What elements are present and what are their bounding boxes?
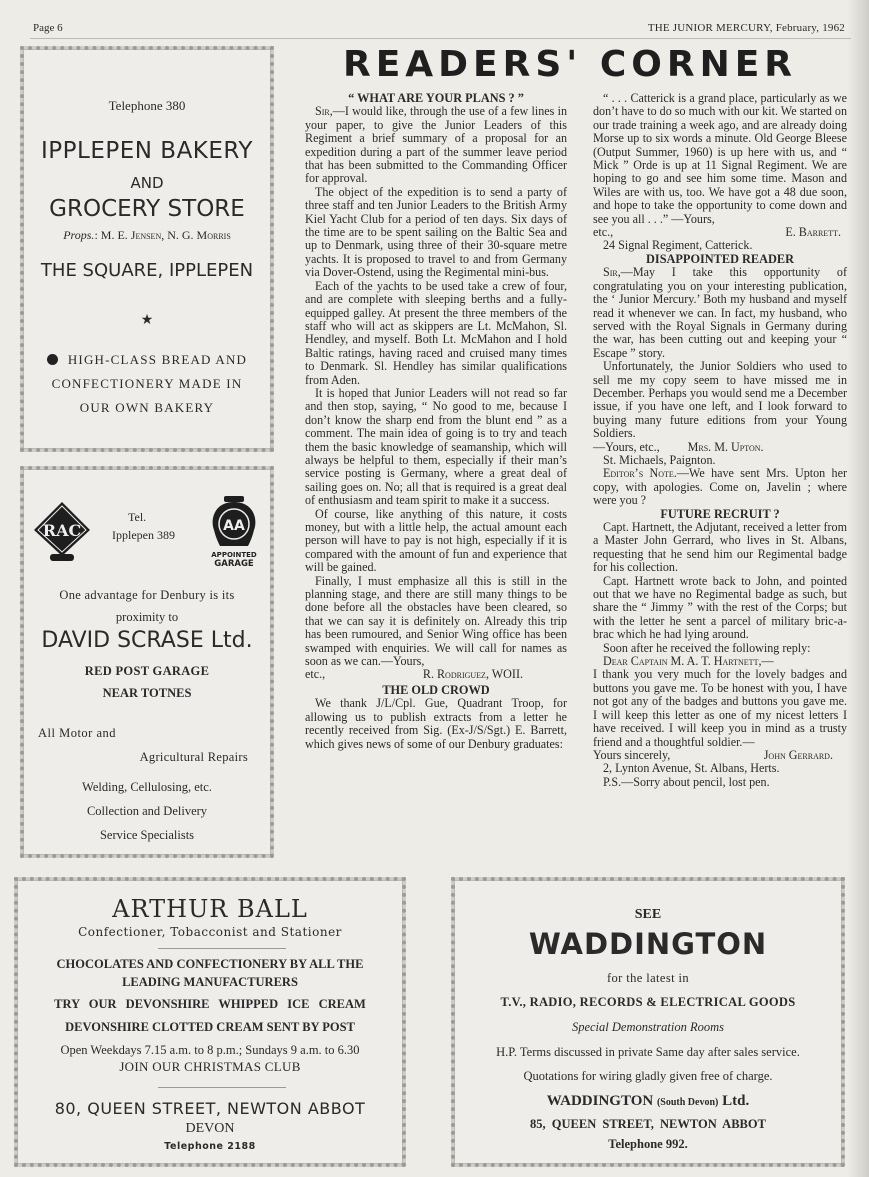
ab-line1 — [18, 955, 402, 991]
signature-name: E. Barrett. — [785, 225, 841, 240]
ad-props — [24, 228, 270, 243]
ab-line1a: CHOCOLATES AND CONFECTIONERY BY ALL THE — [56, 957, 364, 971]
ab-county: DEVON — [185, 1121, 235, 1136]
signature-etc: etc., — [593, 225, 614, 240]
wd-telephone: Telephone 992. — [608, 1137, 688, 1151]
tagline-1: HIGH-CLASS BREAD AND — [67, 352, 248, 367]
wd-company-suffix: Ltd. — [718, 1093, 750, 1109]
wd-company — [455, 1093, 841, 1110]
page-edge-shadow — [847, 0, 869, 1177]
scrase-motor: All Motor and — [38, 726, 117, 740]
ad-telephone: Telephone 380 — [108, 98, 186, 113]
article-column-right — [593, 92, 847, 789]
paragraph-text: —I would like, through the use of a few lines in your paper, to give the Junior Leaders of this Regiment a brief summary of a proposal for an expedition during a part of the summer leave period that has been submitted to the Commanding Officer for approval. — [305, 104, 567, 186]
tagline-2: CONFECTIONERY MADE IN — [51, 376, 243, 391]
article-heading: THE OLD CROWD — [382, 682, 490, 697]
scrase-tel-number: Ipplepen 389 — [112, 528, 175, 542]
ab-telephone: Telephone 2188 — [164, 1141, 256, 1152]
header-rule — [30, 38, 851, 39]
scrase-welding: Welding, Cellulosing, etc. — [82, 780, 212, 794]
signature-etc: etc., — [305, 667, 326, 682]
wd-company-region: (South Devon) — [656, 1097, 719, 1108]
editors-note-label: Editor’s Note. — [603, 466, 677, 481]
ab-name: ARTHUR BALL — [112, 895, 308, 923]
wd-company-main: WADDINGTON — [546, 1093, 657, 1109]
scrase-name: DAVID SCRASE Ltd. — [41, 628, 253, 653]
page-title: READERS' CORNER — [342, 44, 798, 85]
props-label: Props. — [63, 228, 95, 242]
aa-logo-icon — [206, 494, 262, 568]
signature — [593, 226, 847, 239]
article-paragraph: I thank you very much for the lovely badges and buttons you gave me. To be honest with you, I have not got any of the badges and buttons you gave me. I will keep this letter as one of my nicest letters I have received. I will keep you in mind as a trusty friend and a thoughtful soldier.— — [593, 667, 847, 749]
publication-line: THE JUNIOR MERCURY, February, 1962 — [647, 22, 845, 34]
article-paragraph: Unfortunately, the Junior Soldiers who used to sell me my copy seem to have missed me in December. Perhaps you would send me a December issue, if you have one left, and I look forward to buying many future editions from your Young Soldiers. — [593, 359, 847, 441]
ab-line3: TRY OUR DEVONSHIRE WHIPPED ICE CREAM — [54, 997, 366, 1011]
salutation-sir: Sir, — [603, 265, 621, 280]
article-paragraph: Finally, I must emphasize all this is still in the planning stage, and there are still many things to be done before all the obstacles have been cleared, so that we can say it is definitely on. Already this trip has been rumoured, and Senior Wing office has been swamped with enquiries. We will call for names as soon as we can.—Yours, — [305, 573, 567, 669]
article-address: St. Michaels, Paignton. — [603, 452, 716, 467]
article-paragraph: Capt. Hartnett, the Adjutant, received a letter from a Master John Gerrard, who lives in St. Albans, requesting that he send him our Regimental badge for his collection. — [593, 520, 847, 575]
signature — [593, 441, 847, 454]
aa-caption-1: APPOINTED — [211, 551, 257, 559]
bullet-icon — [47, 354, 58, 365]
aa-logo-text: AA — [223, 518, 245, 534]
star-icon: ★ — [140, 313, 154, 328]
paragraph-text: —May I take this opportunity of congratulating you on your interesting publication, the ‘ Junior Mercury.’ Both my husband and myself read it whenever we can. In fact, my husband, who served with the Royal Signals in Germany during the war, has been cutting out and keeping your “ Escape ” story. — [593, 265, 847, 360]
ab-club: JOIN OUR CHRISTMAS CLUB — [119, 1059, 301, 1074]
aa-caption-2: GARAGE — [214, 559, 254, 568]
article-address: 24 Signal Regiment, Catterick. — [603, 238, 753, 253]
article-paragraph: It is hoped that Junior Leaders will not read so far and then stop, saying, “ No good to me, because I don’t know the sharp end from the blunt end ” as a comment. The main idea of going is to try and teach them the basic knowledge of seamanship, which will always be helpful to them, especially if their man’s service posting is Germany, where a great deal of sailing goes on. No; all that is required is a great deal of enthusiasm and team spirit to make it a success. — [305, 385, 567, 508]
article-paragraph: The object of the expedition is to send a party of three staff and ten Junior Leaders to the British Army Kiel Yacht Club for a period of ten days. Six days of the time are to be spent sailing on the Baltic Sea and up to Denmark, using three of their 30-square metre yachts. It is proposed to travel to and from Germany via Dover-Ostend, using the Regimental mini-bus. — [305, 184, 567, 280]
ab-line1b: LEADING MANUFACTURERS — [122, 975, 298, 989]
wd-goods: T.V., RADIO, RECORDS & ELECTRICAL GOODS — [500, 995, 796, 1009]
signature-name: John Gerrard. — [763, 747, 833, 762]
ad-name-line1: IPPLEPEN BAKERY — [41, 138, 253, 164]
rac-logo-text: RAC — [42, 521, 82, 540]
wd-terms: H.P. Terms discussed in private Same day after sales service. — [496, 1045, 800, 1059]
wd-demo: Special Demonstration Rooms — [571, 1020, 725, 1034]
editors-note — [593, 467, 847, 507]
scrase-advantage: One advantage for Denbury is its — [59, 588, 235, 602]
ad-ipplepen-bakery — [20, 46, 274, 452]
wd-address: 85, QUEEN STREET, NEWTON ABBOT — [530, 1117, 766, 1131]
article-paragraph — [593, 266, 847, 360]
ab-line4: DEVONSHIRE CLOTTED CREAM SENT BY POST — [65, 1020, 355, 1034]
article-postscript: P.S.—Sorry about pencil, lost pen. — [603, 774, 770, 789]
scrase-collection: Collection and Delivery — [86, 804, 208, 818]
props-names: : M. E. Jensen, N. G. Morris — [94, 228, 231, 242]
article-paragraph: Of course, like anything of this nature, it costs money, but with a little help, the actual amount each person will have to pay is not high, especially if it is compared with the amount of fun and experience that will be gained. — [305, 506, 567, 575]
letter-salutation: Dear Captain M. A. T. Hartnett,— — [603, 654, 774, 669]
wd-quotes: Quotations for wiring gladly given free of charge. — [523, 1069, 773, 1083]
article-paragraph — [305, 105, 567, 185]
signature-name: R. Rodriguez, WOII. — [422, 667, 523, 682]
scrase-agri: Agricultural Repairs — [139, 750, 248, 764]
scrase-proximity: proximity to — [115, 610, 179, 624]
article-paragraph: We thank J/L/Cpl. Gue, Quadrant Troop, for allowing us to publish extracts from a letter he recently received from Sig. (Ex-J/S/Sgt.) E. Barrett, which gives news of some of our Denbury graduates: — [305, 696, 567, 751]
wd-latest: for the latest in — [606, 971, 690, 985]
article-heading: DISAPPOINTED READER — [646, 251, 794, 266]
article-paragraph: Soon after he received the following reply: — [603, 640, 811, 655]
divider — [158, 1087, 286, 1088]
ad-name-line2: GROCERY STORE — [49, 196, 245, 222]
signature-etc: Yours sincerely, — [593, 747, 671, 762]
article-column-middle — [305, 92, 567, 751]
tagline-3: OUR OWN BAKERY — [79, 400, 215, 415]
ad-arthur-ball — [14, 877, 406, 1167]
article-paragraph: Each of the yachts to be used take a crew of four, and are complete with sleeping berths and a fully-equipped galley. At present the three members of the staff who will act as skippers are Lt. McMahon, Sl. Hendley, and myself. Both Lt. McMahon and I hold Baltic ratings, having raced and cruised many times to Denmark. Sl. Hendley has similar qualifications from Aden. — [305, 278, 567, 387]
page-number: Page 6 — [33, 22, 63, 34]
scrase-tel-label: Tel. — [128, 510, 147, 524]
article-heading: FUTURE RECRUIT ? — [660, 506, 780, 521]
ad-and: AND — [130, 174, 164, 192]
ab-subtitle: Confectioner, Tobacconist and Stationer — [78, 925, 342, 939]
ad-waddington — [451, 877, 845, 1167]
signature-etc: —Yours, etc., — [593, 439, 660, 454]
editors-note-text: —We have sent Mrs. Upton her copy, with apologies. Come on, Javelin ; where were you ? — [593, 466, 847, 508]
article-paragraph: Capt. Hartnett wrote back to John, and pointed out that we have no Regimental badge as such, but share the “ Jimmy ” with the rest of the Corps; but with the letter he sent a parcel of military bric-a-brac which he had lying around. — [593, 573, 847, 642]
article-address: 2, Lynton Avenue, St. Albans, Herts. — [603, 761, 780, 776]
ad-david-scrase — [20, 466, 274, 858]
scrase-garage: RED POST GARAGE — [84, 664, 210, 678]
signature — [593, 749, 847, 762]
signature — [305, 668, 567, 681]
scrase-service: Service Specialists — [99, 828, 195, 842]
scrase-location: NEAR TOTNES — [102, 686, 192, 700]
ad-address: THE SQUARE, IPPLEPEN — [40, 260, 254, 281]
signature-name: Mrs. M. Upton. — [687, 439, 764, 454]
rac-logo-icon — [32, 500, 92, 564]
salutation-sir: Sir, — [315, 104, 333, 119]
ab-address: 80, QUEEN STREET, NEWTON ABBOT — [54, 1099, 366, 1118]
article-heading: “ WHAT ARE YOUR PLANS ? ” — [348, 91, 524, 105]
article-paragraph: “ . . . Catterick is a grand place, particularly as we don’t have to do so much with our kit. We started on our trade training a week ago, and are already doing Morse up to six words a minute. Old George Bleese (Output Summer, 1960) is up here with us, and “ Mick ” Orde is up at 11 Signal Regiment. We are hoping to go and see him some time. Mason and Wiles are with us, too. We have got a 48 due soon, and hope to take the opportunity to come down and see you all . . .” —Yours, — [593, 91, 847, 226]
wd-see: SEE — [634, 907, 662, 922]
divider — [158, 948, 286, 949]
ab-hours: Open Weekdays 7.15 a.m. to 8 p.m.; Sundays 9 a.m. to 6.30 — [60, 1043, 360, 1057]
wd-name: WADDINGTON — [528, 927, 768, 961]
ad-tagline — [24, 348, 270, 420]
